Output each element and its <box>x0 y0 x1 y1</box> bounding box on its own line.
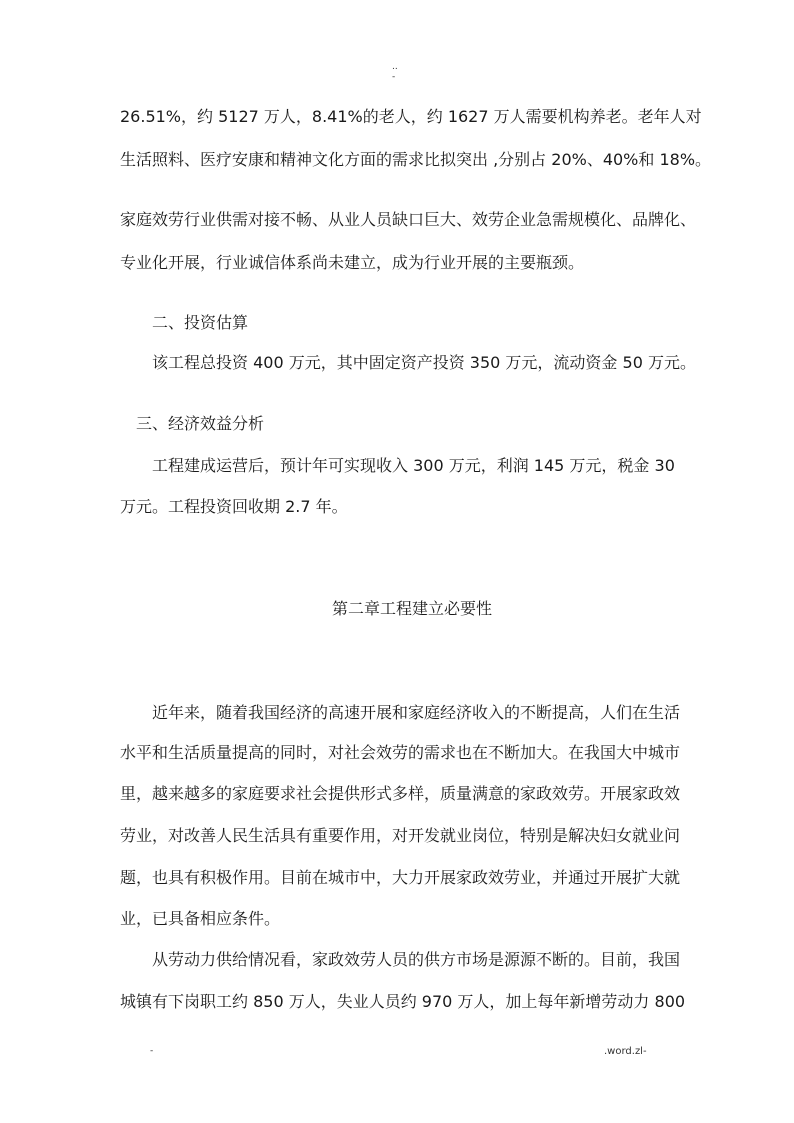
header-dots: .. <box>392 62 398 72</box>
body-line-necessity-2: 水平和生活质量提高的同时，对社会效劳的需求也在不断加大。在我国大中城市 <box>120 743 681 762</box>
header-mark <box>392 62 398 82</box>
section-heading-economics: 三、经济效益分析 <box>136 414 265 433</box>
body-line-necessity-1: 近年来，随着我国经济的高速开展和家庭经济收入的不断提高，人们在生活 <box>152 703 681 722</box>
body-line-2: 生活照料、医疗安康和精神文化方面的需求比拟突出 ,分别占 20%、40%和 18%。 <box>120 150 712 169</box>
chapter-title: 第二章工程建立必要性 <box>332 599 493 618</box>
body-line-necessity-5: 题，也具有积极作用。目前在城市中，大力开展家政效劳业，并通过开展扩大就 <box>120 868 681 887</box>
body-line-4: 专业化开展，行业诚信体系尚未建立，成为行业开展的主要瓶颈。 <box>120 253 585 272</box>
body-line-3: 家庭效劳行业供需对接不畅、从业人员缺口巨大、效劳企业急需规模化、品牌化、 <box>120 210 697 229</box>
body-line-1: 26.51%，约 5127 万人，8.41%的老人，约 1627 万人需要机构养老。老年人对 <box>120 107 702 126</box>
body-line-labor-1: 从劳动力供给情况看，家政效劳人员的供方市场是源源不断的。目前，我国 <box>152 950 681 969</box>
body-line-investment: 该工程总投资 400 万元，其中固定资产投资 350 万元，流动资金 50 万元。 <box>152 353 696 372</box>
body-line-economics-2: 万元。工程投资回收期 2.7 年。 <box>120 497 348 516</box>
body-line-economics-1: 工程建成运营后，预计年可实现收入 300 万元，利润 145 万元，税金 30 <box>152 456 675 475</box>
header-dash: - <box>392 72 396 82</box>
body-line-necessity-3: 里，越来越多的家庭要求社会提供形式多样，质量满意的家政效劳。开展家政效 <box>120 784 681 803</box>
footer-left-mark: - <box>150 1046 154 1056</box>
body-line-necessity-6: 业，已具备相应条件。 <box>120 909 281 928</box>
footer-right-mark: .word.zl- <box>604 1046 647 1057</box>
body-line-necessity-4: 劳业，对改善人民生活具有重要作用，对开发就业岗位，特别是解决妇女就业问 <box>120 826 681 845</box>
body-line-labor-2: 城镇有下岗职工约 850 万人，失业人员约 970 万人，加上每年新增劳动力 800 <box>120 992 686 1011</box>
section-heading-investment: 二、投资估算 <box>152 313 249 332</box>
